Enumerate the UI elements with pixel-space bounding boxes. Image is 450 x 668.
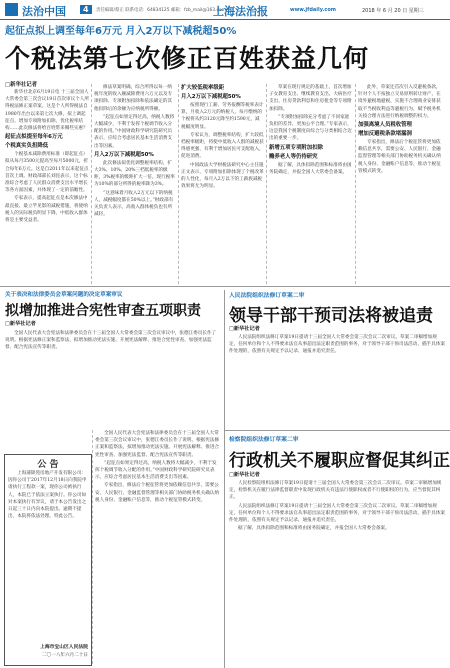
bottom-kicker: 检察院组织法修订草案二审: [229, 437, 299, 443]
lead-headline: 个税法第七次修正百姓获益几何: [5, 44, 370, 73]
mid-right-byline: □新华社记者: [229, 326, 260, 332]
paragraph: 专家指出，修法后个税征管将更加依赖信息共享，需要公安、人民银行、金融监督管理等相关部门协助税务机关确认纳税人身份、金融账户信息等，推动个税征管模式转变。: [95, 483, 220, 503]
column-divider: [92, 430, 93, 664]
column-divider: [355, 84, 356, 284]
paragraph: 个税基本减除费用标准（即起征点）拟从每月3500元提高至每月5000元，折合每年6万元。这是自2011年以来起征点首次上调。财政部部长刘昆表示，这个标准综合考虑了人民群众消费支出水平增长等各方面因素，并体现了一定的前瞻性。: [5, 152, 89, 194]
paragraph: 按照现行工薪、劳务报酬等税率表计算，月收入2万元的纳税人，每月缴纳的个税将从约3120元降至约1590元，减税幅度明显。: [181, 103, 264, 130]
section-logo-box: [5, 3, 18, 16]
column-divider: [224, 290, 225, 668]
paragraph: 修法草案明确，综合所得以每一纳税年度的收入额减除费用六万元以及专项扣除、专项附加扣除和依法确定的其他扣除后的余额为应纳税所得额。: [94, 85, 173, 112]
column-divider: [178, 84, 179, 284]
paragraph: 人民检察院组织法修订草案19日提请十三届全国人大常委会第三次会议二次审议。草案二审稿增加规定，检察机关在履行法律监督职责中发现行政机关有违法行使职权或者不行使职权的行为，应当督促其纠正。: [229, 481, 442, 501]
page-header: [0, 0, 450, 20]
paragraph: 专家认为，调整税率结构，扩大较低档税率级距，将使中低收入人群的减税获得感更强，有利于增加居民可支配收入，促进消费。: [181, 132, 264, 160]
paragraph: “起征点如果定得过高，纳税人数将大幅减少，不利于发挥个税调节收入分配的作用。”中国财政科学研究院研究员表示，应综合考虑居民基本生活消费支出等因素。: [94, 114, 175, 149]
notice-box: [4, 454, 92, 666]
masthead: 上海法治报: [213, 5, 268, 18]
website: www.jfdaily.com: [290, 7, 337, 13]
paragraph: 专家指出，修法后个税征管将更加依赖信息共享，需要公安、人民银行、金融监督管理等相关部门协助税务机关确认纳税人身份、金融账户信息等，推动个税征管模式转变。: [358, 140, 441, 174]
subhead: 起征点拟提至每年6万元: [5, 134, 63, 141]
paragraph: “起征点如果定得过高，纳税人数将大幅减少，不利于发挥个税调节收入分配的作用。”中国财政科学研究院研究员表示，应综合考虑居民基本生活消费支出等因素。: [95, 460, 217, 481]
mid-left-byline: □新华社记者: [5, 321, 36, 327]
notice-date: 二〇一八年六月二十日: [42, 653, 88, 658]
notice-body: [8, 470, 88, 638]
subhead: 新增五项专项附加扣除: [269, 144, 323, 151]
mid-left-body: [5, 330, 220, 424]
paragraph: 专家表示，提高起征点是本次修法中最直接、最立竿见影的减税措施，将使纳税人的实际税负明显下降，中低收入群体将是主要受益者。: [5, 196, 88, 224]
paragraph: “专项附加扣除充分考虑了不同家庭负担的差异，更加公平合理。”专家表示，这是我国个税制度向综合与分类相结合迈出的重要一步。: [269, 114, 352, 142]
paragraph: 此外，草案还首次引入反避税条款，针对个人不按独立交易原则转让财产、在境外避税地避税、实施不合理商业安排获取不当税收利益等避税行为，赋予税务机关按合理方法进行纳税调整的权力。: [358, 85, 441, 119]
edition-number: 4: [80, 5, 92, 14]
lead-kicker: 起征点拟上调至每年6万元 月入2万以下减税超50%: [5, 26, 237, 37]
lead-column-4: [269, 84, 353, 284]
section-rule: [225, 430, 450, 431]
subhead: 月入2万以下减税超50%: [94, 151, 154, 158]
paragraph: 人民法院组织法修订草案19日提请十三届全国人大常委会第三次会议二次审议。草案二审稿增加规定，任何单位和个人不得要求法官从事超出法定职责范围的事务，对于领导干部干预司法活动、插手具体案件处理的，依照有关规定予以记录、通报并追究责任。: [229, 335, 445, 355]
paragraph: 据了解，具体扣除范围和标准将由国务院确定，并报全国人大常委会备案。: [269, 162, 352, 175]
paragraph: 全国人民代表大会宪法和法律委员会在十三届全国人大常委会第三次会议审议中，张德江委员长作了说明。根据宪法修正案和监察法，拟增加推动宪法实施、开展宪法解释、推进合宪性审查、加强宪法监督、配合宪法宣传等职责。: [95, 431, 220, 458]
paragraph: 中国政法大学财税法研究中心主任施正文表示，专项附加扣除体现了个税改革的人性化，每月入2万以下的工薪族减税效果将尤为明显。: [181, 162, 264, 190]
paragraph: 全国人民代表大会宪法和法律委员会在十三届全国人大常委会第三次会议审议中，张德江委员长作了说明。根据宪法修正案和监察法，拟增加推动宪法实施、开展宪法解释、推进合宪性审查、加强宪法监督、配合宪法宣传等职责。: [5, 331, 217, 351]
mid-left-body-cont: [95, 430, 220, 664]
mid-left-headline: 拟增加推进合宪性审查五项职责: [5, 303, 201, 319]
column-divider: [91, 84, 92, 284]
lead-byline: □新华社记者: [5, 82, 38, 88]
notice-title: 公 告: [37, 460, 59, 470]
notice-signer: 上海市宝山区人民法院: [40, 645, 88, 650]
paragraph: 草案在现行规定的基础上，首次增加子女教育支出、继续教育支出、大病医疗支出、住房贷款利息和住房租金等专项附加扣除。: [269, 85, 352, 112]
lead-column-2: [94, 84, 176, 284]
mid-right-headline: 领导干部干预司法将被追责: [229, 306, 433, 326]
mid-right-body: [229, 334, 445, 424]
paragraph: “这意味着月收入2万元以下的纳税人，减税幅度都在50%以上。”财政部有关负责人表示，高收入群体税负也有所减轻。: [94, 190, 174, 218]
editor-line: 责任编辑/蔡正 联系电话：64834125 邮箱：fzb_mail@163.com: [96, 8, 226, 13]
subhead: 增加反避税条款堵漏洞: [358, 131, 412, 138]
paragraph: 新华社北京6月19日电 十三届全国人大常委会第三次会议19日首次审议个人所得税法修正案草案。这是个人所得税法自1980年出台以来第七次大修，拟上调起征点、增加专项附加扣除、优化税率结构……此次修法将给百姓带来哪些实惠？: [5, 90, 89, 132]
lead-column-3: [181, 84, 264, 284]
lead-column-5: [358, 84, 445, 284]
subhead: 个税真实负担降低: [5, 143, 49, 150]
mid-right-kicker: 人民法院组织法修订草案二审: [229, 293, 305, 299]
mid-left-kicker: 关于表决和法律委员会草案问题的决定草案审议: [5, 292, 123, 298]
column-divider: [266, 84, 267, 284]
section-title: 法治中国: [22, 5, 66, 18]
issue-date: 2018 年 6 月 20 日 星期三: [362, 8, 424, 14]
subhead: 赡养老人等仍待研究: [269, 153, 318, 160]
section-rule: [0, 286, 450, 287]
subhead: 月入2万以下减税超50%: [181, 94, 241, 100]
header-rule: [0, 19, 450, 20]
bottom-body: [229, 480, 445, 664]
subhead: 加强离境人员税收管理: [358, 122, 412, 129]
paragraph: 上海蒲锦苑房地产开发有限公司：因你公司于2017年12月18日向我院申请执行工程款一案，现你公司被执行人，本院已于依法立案执行。你公司如对本案执行有异议，请于本公告发出之日起三十日内向本院提出。逾期不提出，本院将依法处理。特此公告。: [8, 471, 87, 520]
subhead: 扩大较低税率级距: [181, 85, 225, 91]
lead-column-1: [5, 89, 89, 284]
paragraph: 此次修法拟优化调整税率结构，扩大3%、10%、20%三档低税率的级距，3%税率的级距扩大一倍，现行税率为10%的部分所得的税率降为3%。: [94, 160, 175, 188]
paragraph: 人民法院组织法修订草案19日提请十三届全国人大常委会第三次会议二次审议。草案二审稿增加规定，任何单位和个人不得要求法官从事超出法定职责范围的事务，对于领导干部干预司法活动、插手具体案件处理的，依照有关规定予以记录、通报并追究责任。: [229, 503, 445, 524]
bottom-byline: □新华社记者: [229, 472, 260, 478]
paragraph: 据了解，具体扣除范围和标准将由国务院确定，并报全国人大常委会备案。: [238, 526, 390, 532]
bottom-headline: 行政机关不履职应督促其纠正: [229, 451, 450, 471]
